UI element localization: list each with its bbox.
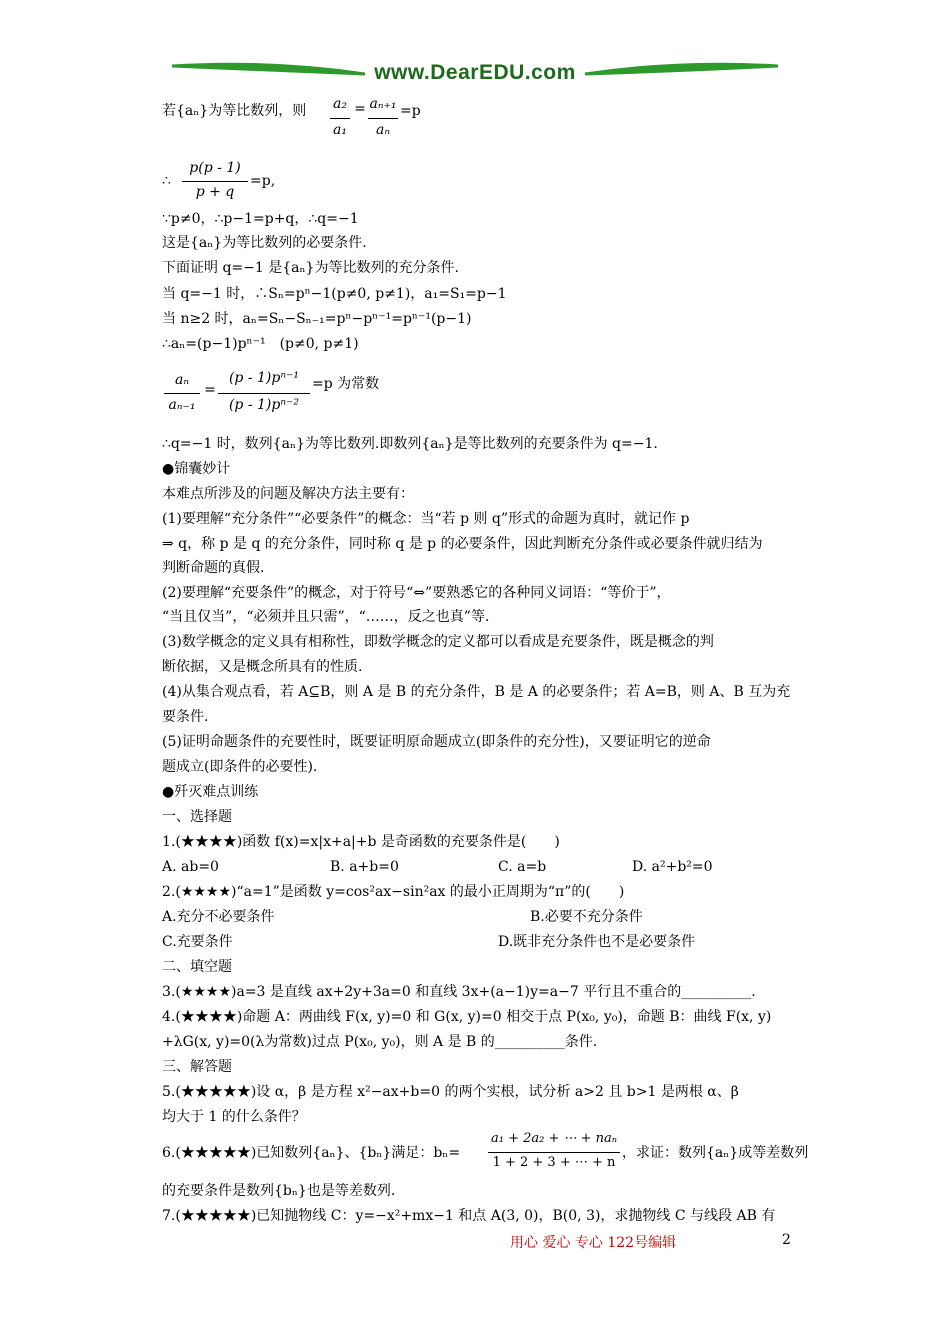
text-line: =p 为常数 (312, 376, 380, 392)
text-line: ，求证：数列{aₙ}成等差数列 (622, 1145, 809, 1161)
text-line: 均大于 1 的什么条件？ (162, 1109, 306, 1125)
q1-option-b: B. a+b=0 (330, 859, 399, 875)
q2-option-c: C.充要条件 (162, 934, 233, 950)
frac-num: a₁ + 2a₂ + ⋯ + naₙ (490, 1131, 618, 1146)
question-5: 5.(★★★★★)设 α，β 是方程 x²−ax+b=0 的两个实根，试分析 a>2 且 b>1 是两根 α、β (162, 1084, 739, 1100)
frac-den: p + q (195, 184, 235, 200)
section-heading: 一、选择题 (162, 809, 232, 825)
text-line: 本难点所涉及的问题及解决方法主要有： (162, 486, 414, 502)
q2-option-d: D.既非充分条件也不是必要条件 (498, 934, 696, 950)
question-1: 1.(★★★★)函数 f(x)=x|x+a|+b 是奇函数的充要条件是( ) (162, 834, 560, 850)
text-line: ∴aₙ=(p−1)pⁿ⁻¹ (p≠0, p≠1) (162, 336, 359, 352)
text-line: (4)从集合观点看，若 A⊆B，则 A 是 B 的充分条件，B 是 A 的必要条件；若 A=B，则 A、B 互为充 (162, 684, 791, 700)
site-name[interactable]: www.DearEDU.com (374, 61, 576, 84)
frac-num: (p - 1)pⁿ⁻¹ (228, 370, 300, 386)
q1-option-c: C. a=b (498, 859, 547, 875)
text-line: 下面证明 q=−1 是{aₙ}为等比数列的充分条件. (162, 260, 459, 276)
page-number: 2 (782, 1232, 791, 1248)
text-line: +λG(x, y)=0(λ为常数)过点 P(x₀, y₀)，则 A 是 B 的__________条件. (162, 1034, 598, 1050)
text-line: =p (400, 103, 421, 119)
text-line: (2)要理解“充要条件”的概念，对于符号“⇔”要熟悉它的各种同义词语：“等价于”， (162, 585, 671, 601)
frac-den: a₁ (333, 122, 347, 138)
fraction-bar (368, 118, 398, 119)
text-line: 要条件. (162, 709, 209, 725)
text-line: ∴q=−1 时，数列{aₙ}为等比数列.即数列{aₙ}是等比数列的充要条件为 q=−1. (162, 436, 658, 452)
fraction-bar (488, 1152, 620, 1153)
fraction-bar (164, 393, 200, 394)
q1-option-a: A. ab=0 (162, 859, 219, 875)
fraction-bar (330, 118, 350, 119)
text-line: =p, (250, 173, 276, 189)
fraction-bar (182, 181, 248, 182)
question-3: 3.(★★★★)a=3 是直线 ax+2y+3a=0 和直线 3x+(a−1)y=a−7 平行且不重合的__________. (162, 984, 756, 1000)
header-banner (170, 58, 780, 88)
fraction-bar (218, 393, 310, 394)
section-heading: ●锦囊妙计 (162, 461, 231, 477)
section-heading: 二、填空题 (162, 959, 232, 975)
q1-option-d: D. a²+b²=0 (632, 859, 713, 875)
q2-option-a: A.充分不必要条件 (162, 909, 275, 925)
q2-option-b: B.必要不充分条件 (530, 909, 643, 925)
frac-num: aₙ (174, 372, 190, 388)
text-line: (3)数学概念的定义具有相称性，即数学概念的定义都可以看成是充要条件，既是概念的判 (162, 634, 714, 650)
question-2: 2.(★★★★)“a=1”是函数 y=cos²ax−sin²ax 的最小正周期为“π”的( ) (162, 884, 625, 900)
footer-text: 用心 爱心 专心 122号编辑 (510, 1235, 677, 1251)
text-line: ∴ (162, 173, 171, 189)
frac-num: aₙ₊₁ (369, 96, 397, 112)
frac-num: p(p - 1) (189, 160, 241, 176)
text-line: 当 q=−1 时，∴Sₙ=pⁿ−1(p≠0, p≠1)，a₁=S₁=p−1 (162, 286, 507, 302)
document-page: www.DearEDU.com 若{aₙ}为等比数列，则 a₂ a₁ = aₙ₊₁ aₙ =p ∴ p(p - 1) p + q =p, ∵p≠0，∴p−1=p+q，∴q=−1 这是{aₙ}为等比数列的必要条件. 下面证明 q=−1 是{aₙ}为等比数列的充分条件. 当 q=−1 时，∴Sₙ=pⁿ−1(p≠0, p≠1)，a₁=S₁=p−1 当 n≥2 时，aₙ=Sₙ−Sₙ₋₁=pⁿ−pⁿ⁻¹=pⁿ⁻¹(p−1) ∴aₙ=(p−1)pⁿ⁻¹ (p≠0, p≠1) aₙ aₙ₋₁ = (p - 1)pⁿ⁻¹ (p - 1)pⁿ⁻² =p 为常数 ∴q=−1 时，数列{aₙ}为等比数列.即数列{aₙ}是等比数列的充要条件为 q=−1. ●锦囊妙计 本难点所涉及的问题及解决方法主要有： (1)要理解“充分条件”“必要条件”的概念：当“若 p 则 q”形式的命题为真时，就记作 p ⇒ q，称 p 是 q 的充分条件，同时称 q 是 p 的必要条件，因此判断充分条件或必要条件就归结为 判断命题的真假. (2)要理解“充要条件”的概念，对于符号“⇔”要熟悉它的各种同义词语：“等价于”， “当且仅当”，“必须并且只需”，“……，反之也真”等. (3)数学概念的定义具有相称性，即数学概念的定义都可以看成是充要条件，既是概念的判 断依据，又是概念所具有的性质. (4)从集合观点看，若 A⊆B，则 A 是 B 的充分条件，B 是 A 的必要条件；若 A=B，则 A、B 互为充 要条件. (5)证明命题条件的充要性时，既要证明原命题成立(即条件的充分性)，又要证明它的逆命 题成立(即条件的必要性). ●歼灭难点训练 一、选择题 1.(★★★★)函数 f(x)=x|x+a|+b 是奇函数的充要条件是( ) A. ab=0 B. a+b=0 C. a=b D. a²+b²=0 2.(★★★★)“a=1”是函数 y=cos²ax−sin²ax 的最小正周期为“π”的( ) A.充分不必要条件 B.必要不充分条件 C.充要条件 D.既非充分条件也不是必要条件 二、填空题 3.(★★★★)a=3 是直线 ax+2y+3a=0 和直线 3x+(a−1)y=a−7 平行且不重合的__________. 4.(★★★★)命题 A：两曲线 F(x, y)=0 和 G(x, y)=0 相交于点 P(x₀, y₀)，命题 B：曲线 F(x, y) +λG(x, y)=0(λ为常数)过点 P(x₀, y₀)，则 A 是 B 的__________条件. 三、解答题 5.(★★★★★)设 α，β 是方程 x²−ax+b=0 的两个实根，试分析 a>2 且 b>1 是两根 α、β 均大于 1 的什么条件？ 6.(★★★★★)已知数列{aₙ}、{bₙ}满足：bₙ= a₁ + 2a₂ + ⋯ + naₙ 1 + 2 + 3 + ⋯ + n ，求证：数列{aₙ}成等差数列 的充要条件是数列{bₙ}也是等差数列. 7.(★★★★★)已知抛物线 C：y=−x²+mx−1 和点 A(3, 0)，B(0, 3)，求抛物线 C 与线段 AB 有 用心 爱心 专心 122号编辑 2 (0, 0, 950, 1344)
frac-num: a₂ (333, 96, 347, 112)
text-line: ∵p≠0，∴p−1=p+q，∴q=−1 (162, 211, 359, 227)
text-line: 断依据，又是概念所具有的性质. (162, 659, 363, 675)
frac-den: 1 + 2 + 3 + ⋯ + n (492, 1155, 616, 1170)
question-7: 7.(★★★★★)已知抛物线 C：y=−x²+mx−1 和点 A(3, 0)，B(0, 3)，求抛物线 C 与线段 AB 有 (162, 1208, 776, 1224)
text-line: 的充要条件是数列{bₙ}也是等差数列. (162, 1183, 396, 1199)
text-line: 这是{aₙ}为等比数列的必要条件. (162, 235, 367, 251)
section-heading: ●歼灭难点训练 (162, 784, 259, 800)
frac-den: (p - 1)pⁿ⁻² (228, 397, 300, 413)
text-line: ⇒ q，称 p 是 q 的充分条件，同时称 q 是 p 的必要条件，因此判断充分条件或必要条件就归结为 (162, 536, 763, 552)
question-6: 6.(★★★★★)已知数列{aₙ}、{bₙ}满足：bₙ= (162, 1145, 461, 1161)
section-heading: 三、解答题 (162, 1059, 232, 1075)
text-line: 当 n≥2 时，aₙ=Sₙ−Sₙ₋₁=pⁿ−pⁿ⁻¹=pⁿ⁻¹(p−1) (162, 311, 472, 327)
text-line: 题成立(即条件的必要性). (162, 759, 318, 775)
question-4: 4.(★★★★)命题 A：两曲线 F(x, y)=0 和 G(x, y)=0 相交于点 P(x₀, y₀)，命题 B：曲线 F(x, y) (162, 1009, 772, 1025)
text-line: (5)证明命题条件的充要性时，既要证明原命题成立(即条件的充分性)，又要证明它的逆命 (162, 734, 711, 750)
text-line: 若{aₙ}为等比数列，则 (162, 103, 307, 119)
text-line: “当且仅当”，“必须并且只需”，“……，反之也真”等. (162, 609, 490, 625)
text-line: 判断命题的真假. (162, 560, 265, 576)
text-line: (1)要理解“充分条件”“必要条件”的概念：当“若 p 则 q”形式的命题为真时，就记作 p (162, 511, 690, 527)
frac-den: aₙ (375, 122, 391, 138)
frac-den: aₙ₋₁ (168, 397, 196, 413)
